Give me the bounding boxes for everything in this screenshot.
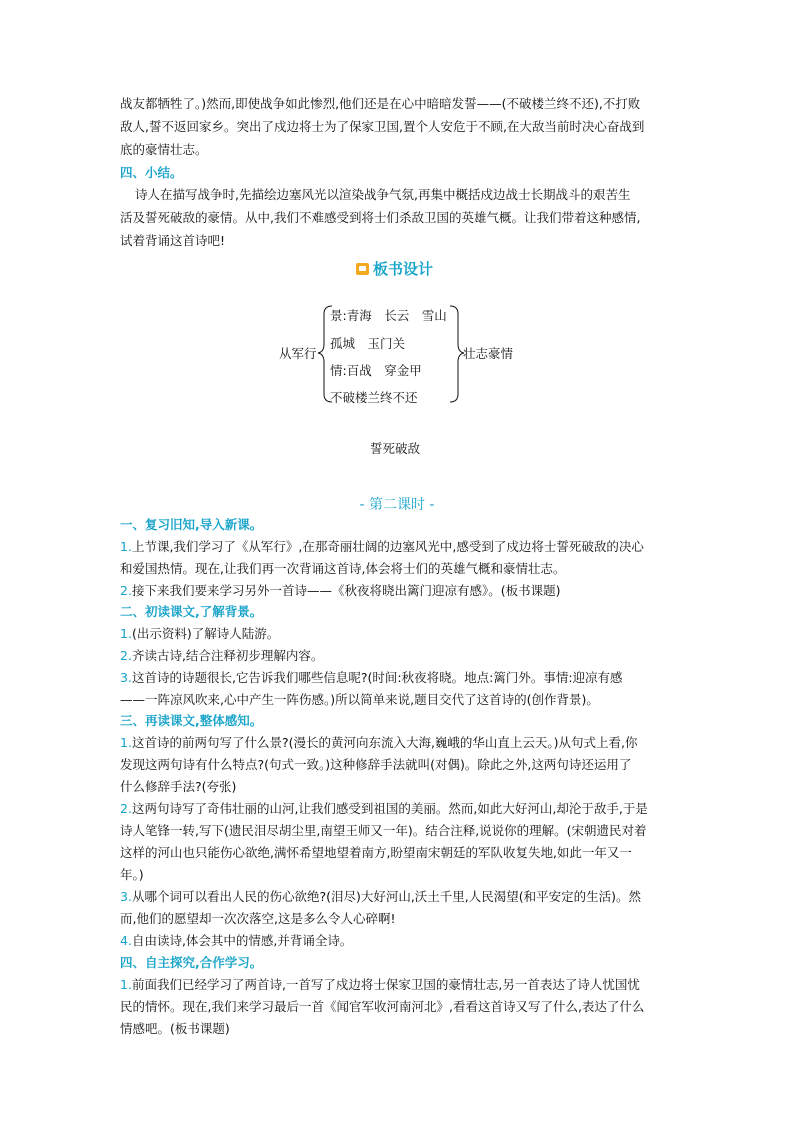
section-heading: 三、再读课文,整体感知。 xyxy=(120,713,263,728)
item-number: 3. xyxy=(120,670,132,685)
paragraph-line: 这两句诗写了奇伟壮丽的山河,让我们感受到祖国的美丽。然而,如此大好河山,却沦于敌手,于是 xyxy=(131,801,648,816)
right-brace xyxy=(450,306,464,402)
paragraph-line: 战友都牺牲了。)然而,即使战争如此惨烈,他们还是在心中暗暗发誓——(不破楼兰终不还),不打败 xyxy=(120,96,641,111)
board-item: 情:百战 穿金甲 xyxy=(330,363,422,378)
board-item: 景:青海 长云 雪山 xyxy=(330,308,447,323)
paragraph-line: 诗人在描写战争时,先描绘边塞风光以渲染战争气氛,再集中概括戍边战士长期战斗的艰苦生 xyxy=(135,187,631,202)
paragraph-line: 情感吧。(板书课题) xyxy=(120,1021,230,1036)
item-number: 1. xyxy=(120,735,132,750)
paragraph-line: 接下来我们要来学习另外一首诗——《秋夜将晓出篱门迎凉有感》。(板书课题) xyxy=(131,583,561,598)
board-item: 不破楼兰终不还 xyxy=(330,390,418,405)
paragraph-line: 这首诗的诗题很长,它告诉我们哪些信息呢?(时间:秋夜将晓。地点:篱门外。事情:迎凉有感 xyxy=(131,670,623,685)
paragraph-line: (出示资料)了解诗人陆游。 xyxy=(131,626,280,641)
paragraph-line: 自由读诗,体会其中的情感,并背诵全诗。 xyxy=(131,933,353,948)
lesson-title: - 第二课时 - xyxy=(359,497,435,513)
paragraph-line: 底的豪情壮志。 xyxy=(120,142,208,157)
section-heading: 四、小结。 xyxy=(120,165,183,180)
paragraph-line: 齐读古诗,结合注释初步理解内容。 xyxy=(131,648,324,663)
paragraph-line: 从哪个词可以看出人民的伤心欲绝?(泪尽)大好河山,沃土千里,人民渴望(和平安定的生活)。然 xyxy=(131,889,642,904)
paragraph-line: 年。) xyxy=(120,867,144,882)
board-title-text: 板书设计 xyxy=(373,260,434,278)
item-number: 1. xyxy=(120,977,132,992)
paragraph-line: 而,他们的愿望却一次次落空,这是多么令人心碎啊! xyxy=(120,911,396,926)
paragraph-line: 敌人,誓不返回家乡。突出了戍边将士为了保家卫国,置个人安危于不顾,在大敌当前时决心奋战到 xyxy=(120,119,645,134)
paragraph-line: 前面我们已经学习了两首诗,一首写了戍边将士保家卫国的豪情壮志,另一首表达了诗人忧国忧 xyxy=(131,977,640,992)
paragraph-line: ——一阵凉风吹来,心中产生一阵伤感。)所以简单来说,题目交代了这首诗的(创作背景)。 xyxy=(120,692,599,707)
section-heading: 四、自主探究,合作学习。 xyxy=(120,955,263,970)
section-heading: 二、初读课文,了解背景。 xyxy=(120,604,263,619)
paragraph-line: 活及誓死破敌的豪情。从中,我们不难感受到将士们杀敌卫国的英雄气概。让我们带着这种感情, xyxy=(120,210,641,225)
item-number: 1. xyxy=(120,539,132,554)
paragraph-line: 和爱国热情。现在,让我们再一次背诵这首诗,体会将士们的英雄气概和豪情壮志。 xyxy=(120,561,566,576)
paragraph-line: 试着背诵这首诗吧! xyxy=(120,233,226,248)
board-root: 从军行 xyxy=(279,346,317,361)
paragraph-line: 这样的河山也只能伤心欲绝,满怀希望地望着南方,盼望南宋朝廷的军队收复失地,如此一年又一 xyxy=(120,845,632,860)
paragraph-line: 这首诗的前两句写了什么景?(漫长的黄河向东流入大海,巍峨的华山直上云天。)从句式上看,你 xyxy=(131,735,638,750)
paragraph-line: 发现这两句诗有什么特点?(句式一致。)这种修辞手法就叫(对偶)。除此之外,这两句诗还运用了 xyxy=(120,757,632,772)
item-number: 3. xyxy=(120,889,132,904)
paragraph-line: 上节课,我们学习了《从军行》,在那奇丽壮阔的边塞风光中,感受到了戍边将士誓死破敌的决心 xyxy=(131,539,644,554)
board-bottom: 誓死破敌 xyxy=(370,441,421,456)
board-item: 孤城 玉门关 xyxy=(330,336,406,351)
item-number: 2. xyxy=(120,583,132,598)
section-heading: 一、复习旧知,导入新课。 xyxy=(120,517,263,532)
paragraph-line: 诗人笔锋一转,写下(遗民泪尽胡尘里,南望王师又一年)。结合注释,说说你的理解。(宋朝遗民对着 xyxy=(120,823,647,838)
item-number: 2. xyxy=(120,801,132,816)
item-number: 4. xyxy=(120,933,132,948)
item-number: 2. xyxy=(120,648,132,663)
board-right: 壮志豪情 xyxy=(463,346,514,361)
paragraph-line: 民的情怀。现在,我们来学习最后一首《闻官军收河南河北》,看看这首诗又写了什么,表达了什么 xyxy=(120,999,645,1014)
item-number: 1. xyxy=(120,626,132,641)
paragraph-line: 什么修辞手法?(夸张) xyxy=(120,779,237,794)
